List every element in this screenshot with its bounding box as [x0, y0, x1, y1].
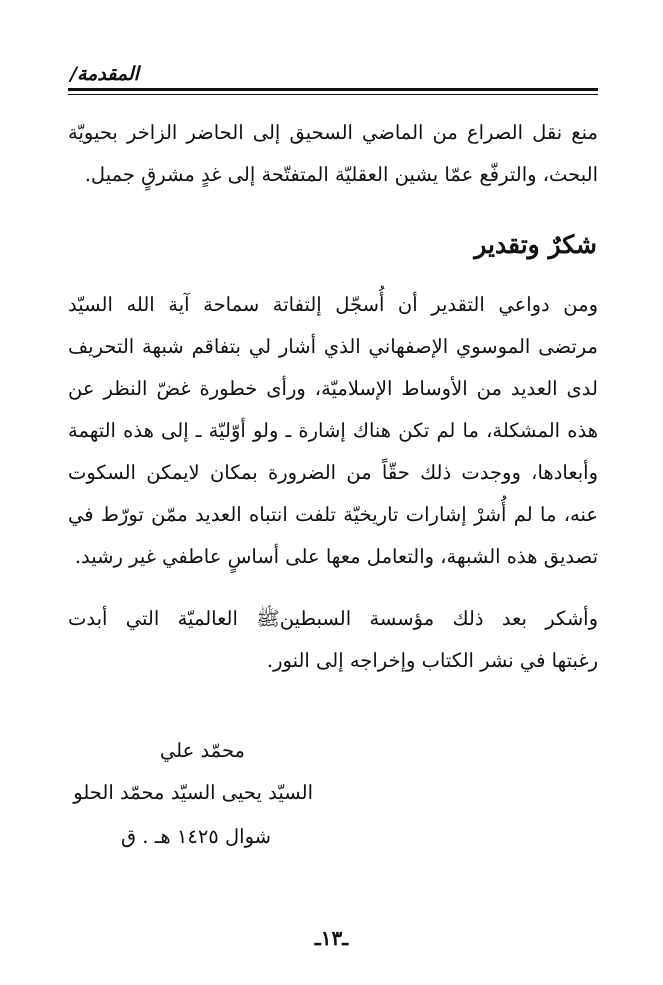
page-number: ـ١٣ـ	[314, 926, 349, 950]
signature-date: شوال ١٤٢٥ هـ . ق	[120, 825, 271, 848]
paragraph-intro-continuation	[68, 112, 598, 196]
text-line: عنه، ما لم أُشرْ إشارات تاريخيّة تلفت انتباه العديد ممّن تورّط في	[68, 503, 598, 526]
header-rule-thin	[68, 94, 598, 95]
text-line: البحث، والترفّع عمّا يشين العقليّة المتفتّحة إلى غدٍ مشرقٍ جميل.	[84, 163, 598, 186]
header-rule-thick	[68, 88, 598, 91]
signature-name: محمّد علي	[159, 739, 245, 762]
text-line: تصديق هذه الشبهة، والتعامل معها على أساسٍ عاطفي غير رشيد.	[74, 545, 598, 568]
signature-full-name: السيّد يحيى السيّد محمّد الحلو	[73, 781, 313, 804]
section-heading: شكرٌ وتقدير	[474, 230, 597, 259]
running-head-title: المقدمة/	[70, 63, 139, 85]
text-line: لدى العديد من الأوساط الإسلاميّة، ورأى خطورة غضّ النظر عن	[68, 377, 598, 400]
paragraph-thanks-publisher	[68, 598, 598, 682]
text-line: وأشكر بعد ذلك مؤسسة السبطين‌ﷺ العالميّة التي أبدت	[68, 607, 598, 630]
text-line: مرتضى الموسوي الإصفهاني الذي أشار لي بتفاقم شبهة التحريف	[68, 335, 598, 358]
paragraph-acknowledgement	[68, 284, 598, 578]
text-line: وأبعادها، ووجدت ذلك حقّاً من الضرورة بمكان لايمكن السكوت	[68, 461, 598, 484]
text-line: ومن دواعي التقدير أن أُسجّل إلتفاتة سماحة آية الله السيّد	[68, 293, 598, 316]
text-line: منع نقل الصراع من الماضي السحيق إلى الحاضر الزاخر بحيويّة	[68, 121, 598, 144]
text-line: رغبتها في نشر الكتاب وإخراجه إلى النور.	[266, 649, 598, 672]
text-line: هذه المشكلة، ما لم تكن هناك إشارة ـ ولو أوّليّة ـ إلى هذه التهمة	[68, 419, 598, 442]
